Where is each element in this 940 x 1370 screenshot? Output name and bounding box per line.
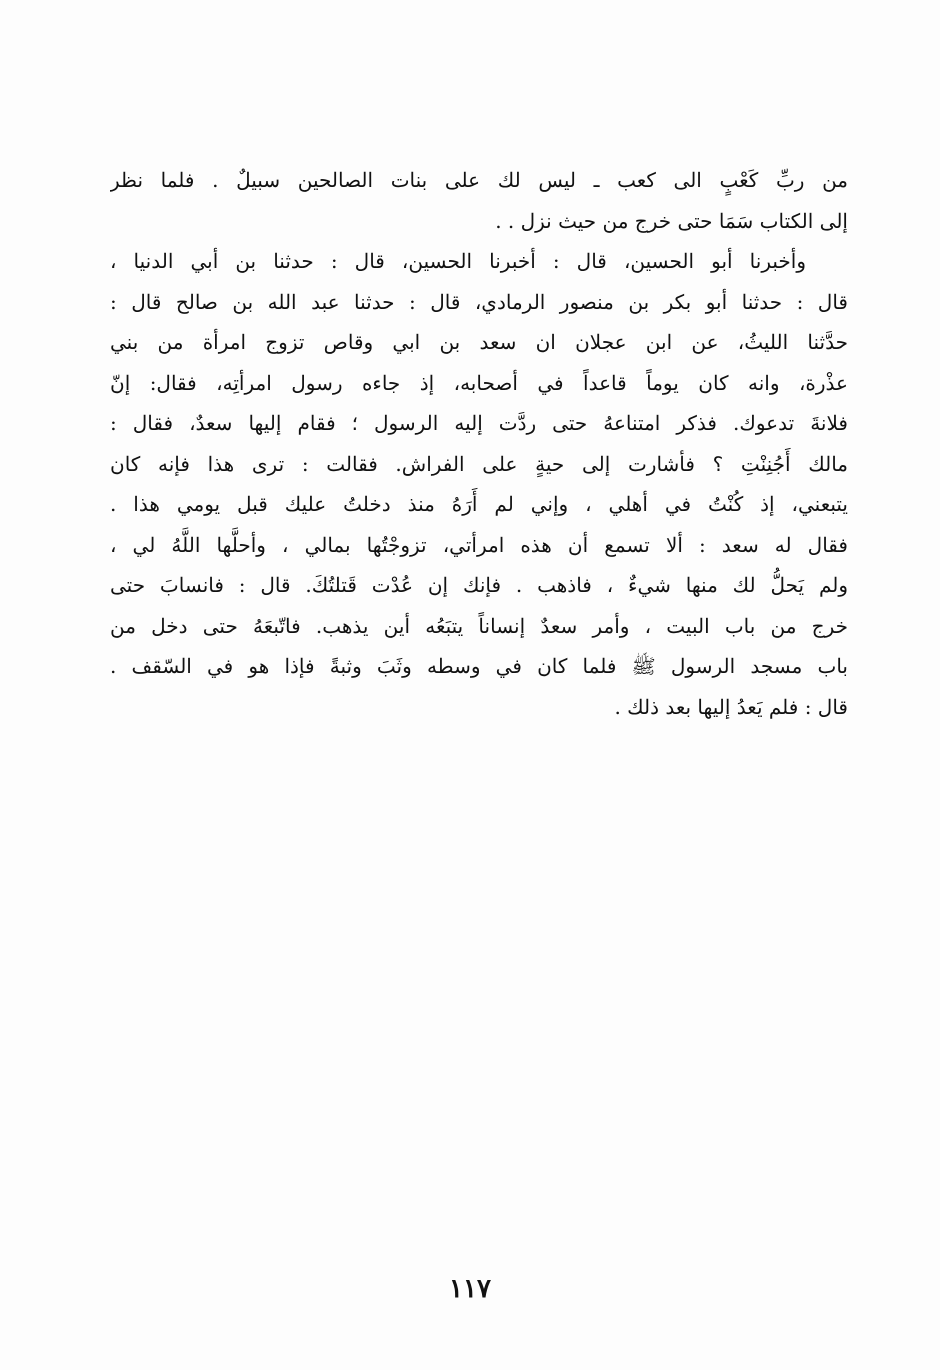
text-line: حدَّثنا الليثُ، عن ابن عجلان ان سعد بن ابي وقاص تزوج امرأة من بني [110, 330, 848, 354]
page-number: ١١٧ [449, 1274, 491, 1304]
text-line: ولم يَحلُّ لك منها شيءٌ ، فاذهب . فإنك إن عُدْت قَتلتُكَ. قال : فانسابَ حتى [110, 573, 848, 597]
text-line: قال : فلم يَعدُ إليها بعد ذلك . [614, 694, 848, 719]
text-line: فلانةَ تدعوك. فذكر امتناعهُ حتى ردَّت إليه الرسول ؛ فقام إليها سعدٌ، فقال : [110, 411, 848, 435]
text-line: عذْرة، وانه كان يوماً قاعداً في أصحابه، إذ جاءه رسول امرأتِه، فقال: إنّ [110, 370, 848, 395]
text-line: يتبعني، إذ كُنْتُ في أهلي ، وإني لم أَرَهُ منذ دخلتُ عليك قبل يومي هذا . [110, 492, 848, 516]
text-line: قال : حدثنا أبو بكر بن منصور الرمادي، قال : حدثنا عبد الله بن صالح قال : [110, 289, 848, 314]
text-line: مالك أَجُنِنْتِ ؟ فأشارت إلى حيةٍ على الفراش. فقالت : ترى هذا فإنه كان [110, 451, 848, 476]
text-line: وأخبرنا أبو الحسين، قال : أخبرنا الحسين، قال : حدثنا بن أبي الدنيا ، [110, 249, 806, 273]
body-text [110, 160, 848, 727]
text-line: إلى الكتاب سَمَا حتى خرج من حيث نزل . . [495, 208, 848, 233]
text-line: فقال له سعد : ألا تسمع أن هذه امرأتي، تزوجْتُها بمالي ، وأحلَّها اللَّهُ لي ، [110, 532, 848, 557]
text-line: خرج من باب البيت ، وأمر سعدٌ إنساناً يتبَعُه أين يذهب. فاتّبعَهُ حتى دخل من [110, 613, 848, 638]
text-line: من ربِّ كَعْبٍ الى كعب ـ ليس لك على بنات الصالحين سبيلٌ . فلما نظر [110, 168, 848, 192]
text-line: باب مسجد الرسول ﷺ فلما كان في وسطه وثَبَ وثبةً فإذا هو في السّقف . [110, 654, 848, 678]
